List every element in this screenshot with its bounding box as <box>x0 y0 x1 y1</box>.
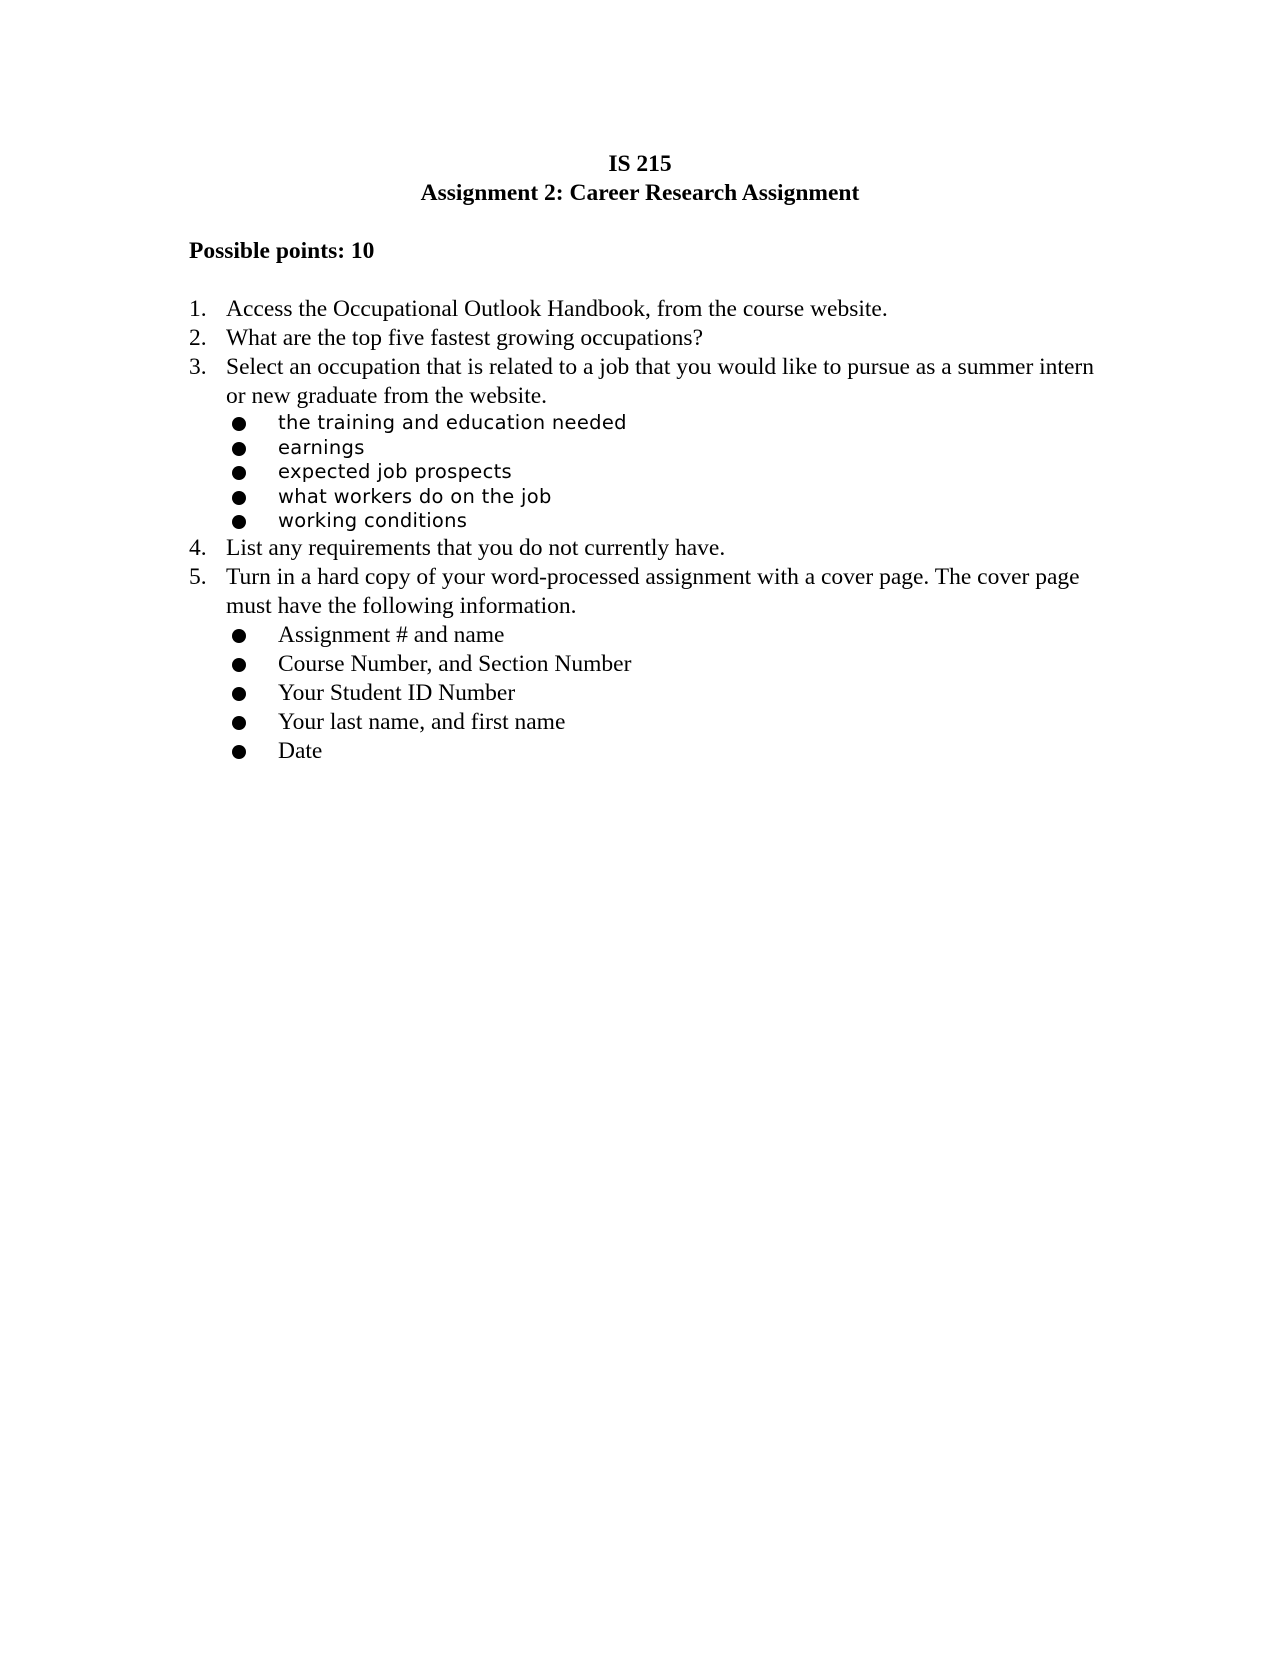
bullet-dot-icon <box>232 629 246 643</box>
bullet-dot-icon <box>232 442 246 456</box>
bullet-item <box>215 485 1109 510</box>
bullet-text: Assignment # and name <box>278 621 505 648</box>
bullet-text: the training and education needed <box>278 411 627 434</box>
bullet-text: expected job prospects <box>278 460 512 483</box>
item-text: List any requirements that you do not currently have. <box>226 534 726 561</box>
bullet-item <box>215 650 1109 679</box>
item-text: Access the Occupational Outlook Handbook, from the course website. <box>226 296 888 322</box>
bullet-text: Date <box>278 737 323 764</box>
item-number: 3. <box>189 354 207 380</box>
bullet-item <box>215 509 1109 534</box>
bullet-text: earnings <box>278 435 365 459</box>
bullet-dot-icon <box>232 466 246 480</box>
bullet-item <box>215 411 1109 436</box>
item-text: Select an occupation that is related to a job that you would like to pursue as a summer intern or new graduate from the website. <box>226 354 1094 409</box>
list-item <box>189 563 1109 621</box>
bullet-item <box>215 436 1109 461</box>
bullet-dot-icon <box>232 716 246 730</box>
list-item <box>189 534 1109 563</box>
list-item <box>189 353 1109 411</box>
item-number: 4. <box>189 534 207 561</box>
bullet-dot-icon <box>232 745 246 759</box>
bullet-text: Course Number, and Section Number <box>278 650 632 677</box>
bullet-item <box>215 679 1109 708</box>
course-title: IS 215 <box>608 151 672 177</box>
bullet-item <box>215 737 1109 766</box>
assignment-title: Assignment 2: Career Research Assignment <box>420 180 860 206</box>
list-item <box>189 295 1109 324</box>
instructions-list <box>189 295 1109 766</box>
bullet-text: Your Student ID Number <box>278 679 516 706</box>
occupation-details-list <box>215 411 1109 534</box>
item-number: 5. <box>189 563 207 590</box>
bullet-text: what workers do on the job <box>278 484 552 508</box>
bullet-item <box>215 621 1109 650</box>
possible-points: Possible points: 10 <box>189 238 375 264</box>
bullet-dot-icon <box>232 515 246 529</box>
bullet-item <box>215 460 1109 485</box>
bullet-text: working conditions <box>278 509 468 532</box>
item-text: Turn in a hard copy of your word-processed assignment with a cover page. The cover page must have the following information. <box>226 563 1080 619</box>
item-number: 2. <box>189 325 207 351</box>
bullet-dot-icon <box>232 658 246 672</box>
bullet-item <box>215 708 1109 737</box>
list-item <box>189 324 1109 353</box>
title-block <box>0 150 1280 208</box>
item-text: What are the top five fastest growing occupations? <box>226 325 704 351</box>
item-number: 1. <box>189 296 207 322</box>
cover-page-list <box>215 621 1109 766</box>
bullet-dot-icon <box>232 491 246 505</box>
bullet-dot-icon <box>232 417 246 431</box>
bullet-dot-icon <box>232 687 246 701</box>
bullet-text: Your last name, and first name <box>278 708 566 735</box>
